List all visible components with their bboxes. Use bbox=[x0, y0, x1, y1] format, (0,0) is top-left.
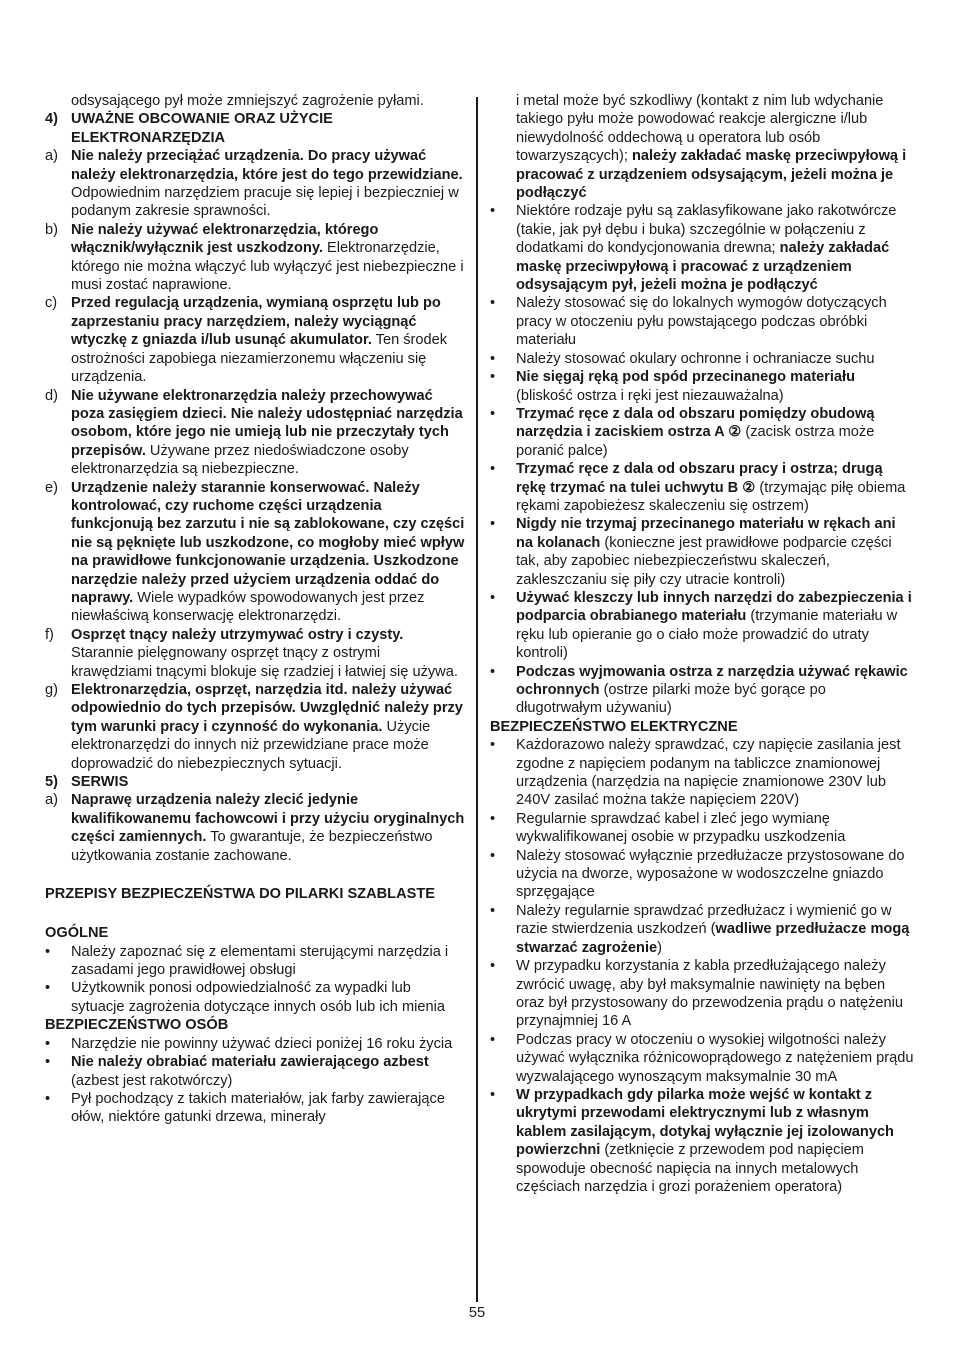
bullet-item bbox=[490, 736, 915, 810]
item-body bbox=[516, 663, 915, 718]
item-body bbox=[71, 221, 465, 295]
item-body bbox=[71, 1090, 465, 1127]
bold-text: Trzymać ręce z dala od obszaru pracy i ostrza; drugą rękę trzymać na tulei uchwytu B ② bbox=[516, 461, 883, 496]
item-body bbox=[516, 350, 915, 368]
item-text: Ten środek ostrożności zapobiega niezamierzonemu włączeniu się urządzenia. bbox=[71, 332, 448, 386]
bullet-item bbox=[490, 902, 915, 957]
item-body bbox=[516, 810, 915, 847]
item-body bbox=[516, 202, 915, 294]
lettered-item bbox=[45, 387, 465, 479]
item-body bbox=[516, 405, 915, 460]
persons-list-continued bbox=[490, 202, 915, 368]
item-body bbox=[516, 368, 915, 405]
bullet-marker: • bbox=[490, 369, 496, 386]
bold-text: należy zakładać maskę przeciwpyłową i pracować z urządzeniem odsysającym pył, jeżeli można je podłączyć bbox=[516, 240, 890, 294]
item-label: a) bbox=[45, 792, 58, 809]
bullet-item bbox=[45, 1053, 465, 1090]
item-body bbox=[516, 847, 915, 902]
section-number: 4) bbox=[45, 111, 58, 128]
item-body bbox=[516, 92, 915, 202]
item-body bbox=[71, 1035, 465, 1053]
lettered-item bbox=[45, 791, 465, 865]
item-text: Wiele wypadków spowodowanych jest przez niewłaściwą konserwację elektronarzędzi. bbox=[71, 589, 425, 625]
bullet-marker: • bbox=[45, 943, 51, 960]
item-text: Narzędzie nie powinny używać dzieci poniżej 16 roku życia bbox=[71, 1035, 453, 1052]
bullet-marker: • bbox=[45, 980, 51, 997]
item-text: Pył pochodzący z takich materiałów, jak farby zawierające ołów, niektóre gatunki drzewa, minerały bbox=[71, 1090, 445, 1126]
item-body bbox=[516, 589, 915, 663]
item-label: f) bbox=[45, 626, 54, 643]
section-4-heading bbox=[45, 110, 465, 147]
item-body bbox=[71, 147, 465, 221]
bullet-item bbox=[490, 1031, 915, 1086]
bold-text: Nie należy obrabiać materiału zawierającego azbest bbox=[71, 1054, 429, 1071]
bullet-item bbox=[490, 460, 915, 515]
item-text: Regularnie sprawdzać kabel i zleć jego wymianę wykwalifikowanej osobie w przypadku uszkodzenia bbox=[516, 810, 846, 846]
bullet-item bbox=[45, 979, 465, 1016]
bullet-item bbox=[490, 1086, 915, 1196]
bold-text: wadliwe przedłużacze mogą stwarzać zagrożenie bbox=[516, 921, 910, 956]
bold-text: W przypadkach gdy pilarka może wejść w kontakt z ukrytymi przewodami elektrycznymi lub z własnym kablem zasilającym, dotykaj wyłącznie jej izolowanych powierzchni bbox=[516, 1086, 894, 1159]
item-text: i metal może być szkodliwy (kontakt z nim lub wdychanie takiego pyłu może powodować reakcje alergiczne i/lub niewydolność oddechową u operatora lub osób towarzyszących); bbox=[516, 93, 884, 165]
bold-text: należy zakładać maskę przeciwpyłową i pracować z urządzeniem odsysającym, jeżeli można je podłączyć bbox=[516, 148, 907, 202]
bold-text: Urządzenie należy starannie konserwować. Należy kontrolować, czy ruchome części urządzenia funkcjonują bez zarzutu i nie są zablokowane, czy części nie są pęknięte lub uszkodzone, co mogłoby mieć wpływ na prawidłowe funkcjonowanie urządzenia. Uszkodzone narzędzie należy przed użyciem urządzenia oddać do naprawy. bbox=[71, 479, 465, 606]
item-body bbox=[516, 957, 915, 1031]
item-text: (zacisk ostrza może poranić palce) bbox=[516, 424, 875, 459]
item-label: a) bbox=[45, 148, 58, 165]
bold-text: Nie należy używać elektronarzędzia, którego włącznik/wyłącznik jest uszkodzony. bbox=[71, 221, 379, 257]
bullet-item bbox=[45, 1090, 465, 1127]
item-label: c) bbox=[45, 295, 58, 312]
item-label: g) bbox=[45, 682, 58, 698]
bullet-marker: • bbox=[490, 203, 496, 220]
bullet-marker: • bbox=[490, 405, 496, 422]
item-text: Niektóre rodzaje pyłu są zaklasyfikowane jako rakotwórcze (takie, jak pył dębu i buka) szczególnie w połączeniu z dodatkami do kondycjonowania drewna; bbox=[516, 203, 897, 257]
item-body bbox=[516, 736, 915, 810]
item-text: Użycie elektronarzędzi do innych niż przewidziane prace może doprowadzić do niebezpiecznych sytuacji. bbox=[71, 718, 431, 772]
item-text: Każdorazowo należy sprawdzać, czy napięcie zasilania jest zgodne z napięciem podanym na tabliczce znamionowej urządzenia (narzędzia na napięcie znamionowe 230V lub 240V zasilać można także napięciem 220V) bbox=[516, 737, 901, 809]
item-body bbox=[71, 681, 465, 773]
item-text: Należy regularnie sprawdzać przedłużacz i wymienić go w razie stwierdzenia uszkodzeń ( bbox=[516, 902, 892, 938]
bullet-marker: • bbox=[490, 902, 496, 919]
bullet-marker: • bbox=[490, 810, 496, 827]
bullet-marker: • bbox=[45, 1035, 51, 1052]
bullet-item bbox=[490, 957, 915, 1031]
bullet-marker: • bbox=[490, 847, 496, 864]
bold-text: Naprawę urządzenia należy zlecić jedynie kwalifikowanemu fachowcowi i przy użyciu oryginalnych części zamiennych. bbox=[71, 792, 465, 846]
item-text: W przypadku korzystania z kabla przedłużającego należy zwrócić uwagę, aby był maksymalnie nawinięty na bęben oraz był przystosowany do przewodzenia prądu o natężeniu przynajmniej 16 A bbox=[516, 958, 903, 1030]
section-title: SERWIS bbox=[71, 774, 129, 791]
general-heading: OGÓLNE bbox=[45, 925, 109, 942]
item-text: (azbest jest rakotwórczy) bbox=[71, 1072, 233, 1089]
left-column bbox=[45, 92, 465, 1127]
item-body bbox=[71, 979, 465, 1016]
item-text: Odpowiednim narzędziem pracuje się lepiej i bezpieczniej w podanym zakresie sprawności. bbox=[71, 185, 459, 220]
bullet-marker: • bbox=[490, 663, 496, 680]
bullet-marker: • bbox=[490, 1086, 496, 1103]
item-body bbox=[516, 902, 915, 957]
bullet-item bbox=[490, 847, 915, 902]
bullet-item bbox=[490, 589, 915, 663]
bullet-marker: • bbox=[490, 589, 496, 606]
bullet-marker: • bbox=[45, 1090, 51, 1107]
bold-text: Nigdy nie trzymaj przecinanego materiału w rękach ani na kolanach bbox=[516, 516, 896, 551]
item-text: Podczas pracy w otoczeniu o wysokiej wilgotności należy używać wyłącznika różnicowoprądowego z natężeniem prądu wyzwalającego wynoszącym maksymalnie 30 mA bbox=[516, 1031, 914, 1085]
bullet-item bbox=[490, 294, 915, 349]
saw-safety-heading: PRZEPISY BEZPIECZEŃSTWA DO PILARKI SZABLASTE bbox=[45, 886, 436, 903]
item-label bbox=[490, 92, 516, 202]
bold-text: Używać kleszczy lub innych narzędzi do zabezpieczenia i podparcia obrabianego materiału bbox=[516, 589, 912, 625]
item-text: Elektronarzędzie, którego nie można włączyć lub wyłączyć jest niebezpieczne i musi zostać naprawione. bbox=[71, 240, 464, 294]
electric-safety-heading: BEZPIECZEŃSTWO ELEKTRYCZNE bbox=[490, 718, 738, 735]
item-body bbox=[516, 460, 915, 515]
section-5-list bbox=[45, 791, 465, 865]
item-body bbox=[516, 1031, 915, 1086]
item-body bbox=[71, 479, 465, 626]
item-text: Należy zapoznać się z elementami sterującymi narzędzia i zasadami jego prawidłowej obsługi bbox=[71, 943, 449, 979]
page-number: 55 bbox=[468, 1305, 486, 1321]
item-text: (zetknięcie z przewodem pod napięciem spowoduje obecność napięcia na innych metalowych częściach narzędzia i grozi porażeniem operatora) bbox=[516, 1142, 864, 1195]
bullet-marker: • bbox=[490, 958, 496, 975]
bold-text: Nie sięgaj ręką pod spód przecinanego materiału bbox=[516, 369, 855, 386]
item-label: e) bbox=[45, 479, 58, 496]
bullet-marker: • bbox=[490, 516, 496, 533]
bullet-item bbox=[490, 368, 915, 405]
bullet-marker: • bbox=[490, 1031, 496, 1048]
electric-safety-list bbox=[490, 736, 915, 1086]
bold-text: Osprzęt tnący należy utrzymywać ostry i czysty. bbox=[71, 626, 404, 643]
item-text: ) bbox=[657, 939, 663, 956]
item-body bbox=[516, 1086, 915, 1196]
bullet-item bbox=[490, 810, 915, 847]
bold-text: Nie należy przeciążać urządzenia. Do pracy używać należy elektronarzędzia, które jest do tego przewidziane. bbox=[71, 148, 463, 183]
section-4-list bbox=[45, 147, 465, 773]
bullet-marker: • bbox=[490, 737, 496, 754]
lettered-item bbox=[45, 147, 465, 221]
item-text: (konieczne jest prawidłowe podparcie części tak, aby zapobiec niebezpieczeństwu skaleczeń, zakleszczaniu się piły czy utracie kontroli) bbox=[516, 534, 892, 588]
handling-safety-list bbox=[490, 368, 915, 718]
item-body bbox=[71, 791, 465, 865]
bullet-marker: • bbox=[490, 350, 496, 367]
hidden-wires-item bbox=[490, 1086, 915, 1196]
item-text: Należy stosować wyłącznie przedłużacze przystosowane do użycia na dworze, wyposażone w wodoszczelne gniazdo sprzęgające bbox=[516, 847, 905, 901]
bold-text: Przed regulacją urządzenia, wymianą osprzętu lub po zaprzestaniu pracy narzędziem, należy wyciągnąć wtyczkę z gniazda i/lub usunąć akumulator. bbox=[71, 295, 441, 349]
section-number: 5) bbox=[45, 774, 58, 791]
item-text: Używane przez niedoświadczone osoby elektronarzędzia są niebezpieczne. bbox=[71, 442, 409, 478]
item-text: Należy stosować się do lokalnych wymogów dotyczących pracy w otoczeniu pyłu powstającego podczas obróbki materiału bbox=[516, 295, 887, 349]
item-text: To gwarantuje, że bezpieczeństwo użytkowania zostanie zachowane. bbox=[71, 829, 433, 864]
persons-safety-heading: BEZPIECZEŃSTWO OSÓB bbox=[45, 1017, 229, 1034]
bullet-item bbox=[490, 202, 915, 294]
item-text: Użytkownik ponosi odpowiedzialność za wypadki lub sytuacje zagrożenia dotyczące innych osób lub ich mienia bbox=[71, 980, 445, 1015]
item-body bbox=[516, 515, 915, 589]
bullet-item bbox=[490, 405, 915, 460]
lettered-item bbox=[45, 479, 465, 626]
bullet-item bbox=[490, 350, 915, 368]
item-body bbox=[71, 387, 465, 479]
item-text: (trzymając piłę obiema rękami zapobieżesz skaleczeniu się ostrzem) bbox=[516, 479, 906, 514]
continuation-text: odsysającego pył może zmniejszyć zagrożenie pyłami. bbox=[71, 93, 424, 109]
item-body bbox=[516, 294, 915, 349]
item-text: (bliskość ostrza i ręki jest niezauważalna) bbox=[516, 387, 784, 404]
bullet-item bbox=[490, 663, 915, 718]
section-5-heading bbox=[45, 773, 465, 791]
bold-text: Podczas wyjmowania ostrza z narzędzia używać rękawic ochronnych bbox=[516, 663, 908, 698]
general-list bbox=[45, 943, 465, 1017]
lettered-item bbox=[45, 221, 465, 295]
continuation-item bbox=[490, 92, 915, 202]
lettered-item bbox=[45, 626, 465, 681]
bold-text: Elektronarzędzia, osprzęt, narzędzia itd. należy używać odpowiednio do tych przepisów. Uwzględnić należy przy tym warunki pracy i czynność do wykonania. bbox=[71, 682, 463, 735]
item-body bbox=[71, 294, 465, 386]
item-label: b) bbox=[45, 221, 58, 238]
item-body bbox=[71, 1053, 465, 1090]
bullet-marker: • bbox=[45, 1054, 51, 1071]
persons-list bbox=[45, 1035, 465, 1127]
lettered-item bbox=[45, 294, 465, 386]
bold-text: Nie używane elektronarzędzia należy przechowywać poza zasięgiem dzieci. Nie należy udostępniać narzędzia osobom, które jego nie umieją lub nie przeczytały tych przepisów. bbox=[71, 387, 463, 459]
continuation-list bbox=[490, 92, 915, 202]
section-title: UWAŻNE OBCOWANIE ORAZ UŻYCIE ELEKTRONARZĘDZIA bbox=[71, 111, 333, 146]
item-label: d) bbox=[45, 387, 58, 404]
right-column bbox=[490, 92, 915, 1196]
item-text: (ostrze pilarki może być gorące po długotrwałym używaniu) bbox=[516, 682, 826, 717]
bullet-marker: • bbox=[490, 295, 496, 312]
bullet-marker: • bbox=[490, 461, 496, 478]
item-body bbox=[71, 626, 465, 681]
bullet-item bbox=[45, 943, 465, 980]
bullet-item bbox=[490, 515, 915, 589]
lettered-item bbox=[45, 681, 465, 773]
column-divider bbox=[476, 97, 478, 1302]
item-text: Należy stosować okulary ochronne i ochraniacze suchu bbox=[516, 350, 875, 367]
bullet-item bbox=[45, 1035, 465, 1053]
item-text: Starannie pielęgnowany osprzęt tnący z ostrymi krawędziami tnącymi blokuje się rzadziej i łatwiej się używa. bbox=[71, 645, 458, 680]
bold-text: Trzymać ręce z dala od obszaru pomiędzy obudową narzędzia i zaciskiem ostrza A ② bbox=[516, 405, 875, 441]
item-body bbox=[71, 943, 465, 980]
item-text: (trzymanie materiału w ręku lub opieranie go o ciało może prowadzić do utraty kontroli) bbox=[516, 608, 898, 662]
